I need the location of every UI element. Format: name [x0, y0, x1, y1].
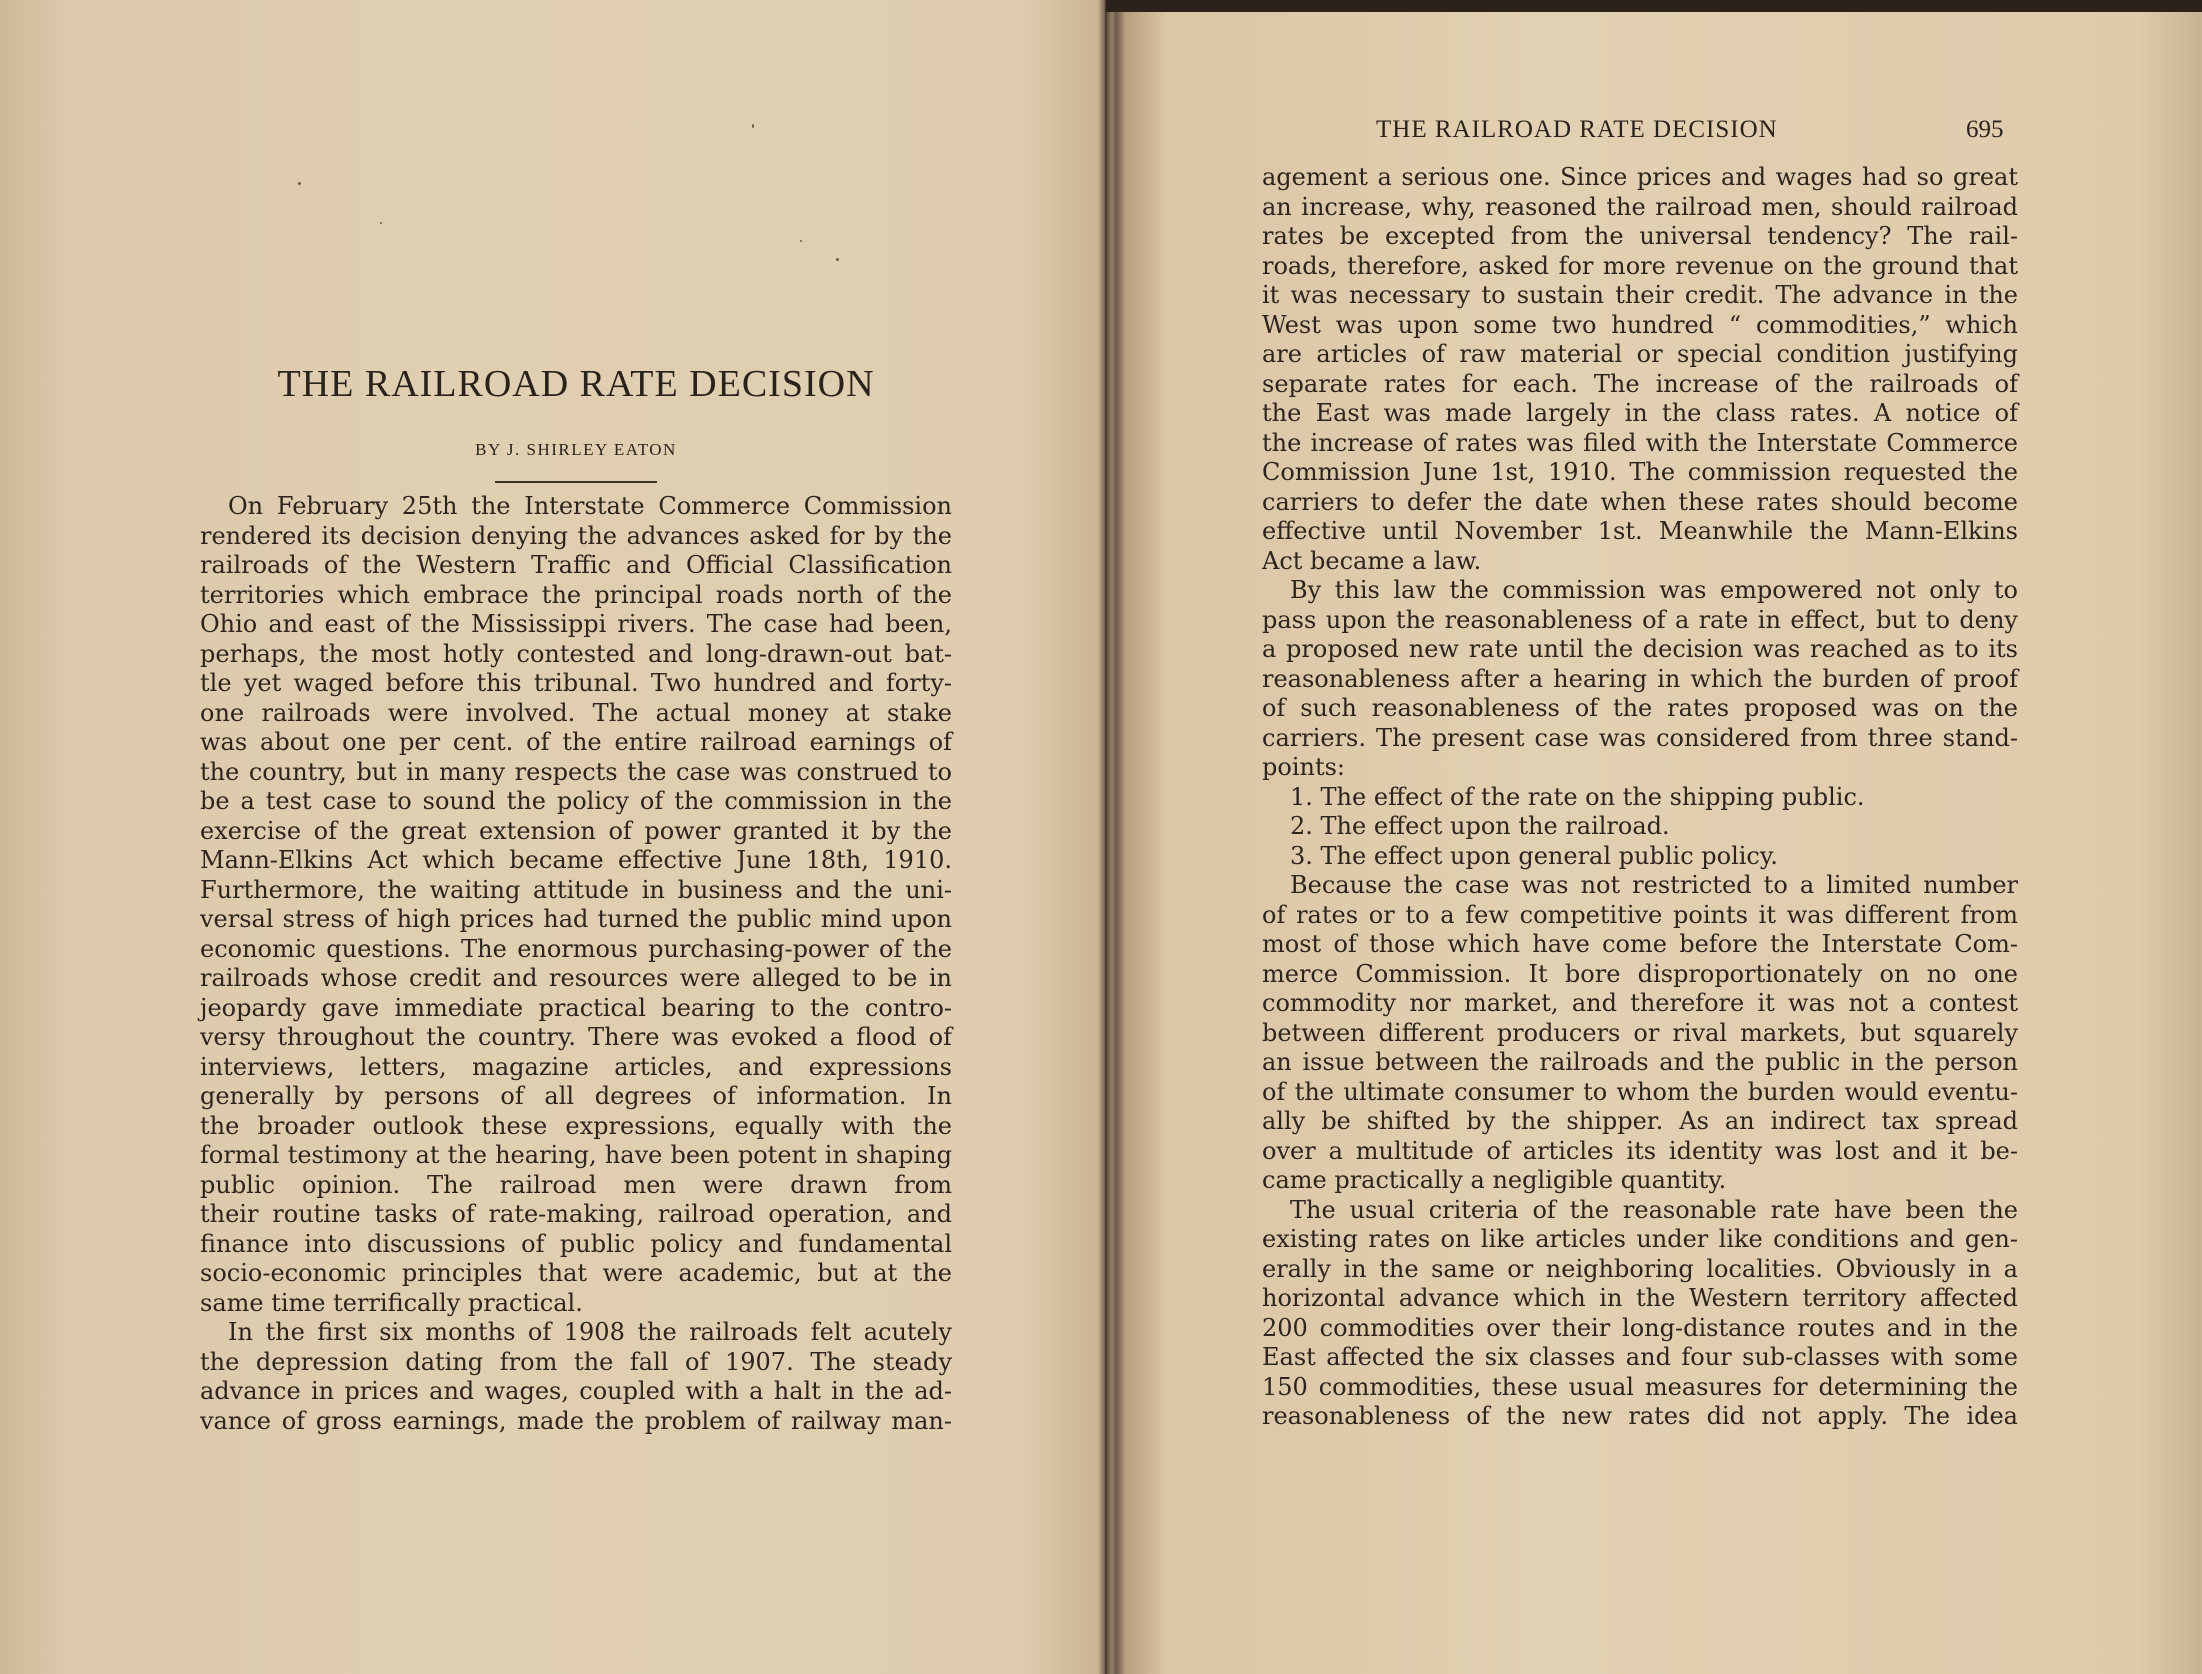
text-line: Furthermore, the waiting attitude in business and the uni- [200, 875, 952, 904]
text-line: erally in the same or neighboring localities. Obviously in a [1262, 1254, 2018, 1283]
book-gutter [1098, 0, 1112, 1674]
page-number: 695 [1966, 116, 2004, 143]
text-line: separate rates for each. The increase of the railroads of [1262, 369, 2018, 398]
article-title: THE RAILROAD RATE DECISION [277, 363, 875, 405]
text-line: socio-economic principles that were academic, but at the [200, 1259, 952, 1287]
text-line: East affected the six classes and four sub-classes with some [1262, 1343, 2018, 1371]
text-line: versy throughout the country. There was evoked a flood of [200, 1023, 952, 1051]
text-line: the increase of rates was filed with the Interstate Commerce [1262, 428, 2018, 457]
text-line: it was necessary to sustain their credit. The advance in the [1262, 281, 2018, 309]
text-line: commodity nor market, and therefore it was not a contest [1262, 989, 2018, 1017]
paper-speck [836, 258, 839, 261]
text-line: rates be excepted from the universal tendency? The rail- [1262, 222, 2018, 250]
paper-speck [380, 222, 382, 224]
text-line: formal testimony at the hearing, have been potent in shaping [200, 1141, 952, 1169]
article-byline: BY J. SHIRLEY EATON [475, 440, 677, 459]
text-line: came practically a negligible quantity. [1262, 1166, 1727, 1194]
text-line: of such reasonableness of the rates proposed was on the [1262, 694, 2018, 722]
paper-speck [752, 124, 754, 128]
text-line: their routine tasks of rate-making, railroad operation, and [200, 1200, 952, 1228]
text-line: railroads whose credit and resources were alleged to be in [200, 964, 952, 992]
text-line: ally be shifted by the shipper. As an indirect tax spread [1262, 1107, 2018, 1135]
right-page-body [1262, 163, 2018, 1432]
text-line: same time terrifically practical. [200, 1288, 583, 1317]
text-line: On February 25th the Interstate Commerce Commission [228, 492, 952, 520]
list-item: 3. The effect upon general public policy. [1290, 841, 1778, 870]
text-line: advance in prices and wages, coupled with a halt in the ad- [200, 1377, 952, 1405]
text-line: interviews, letters, magazine articles, and expressions [200, 1052, 952, 1081]
text-line: jeopardy gave immediate practical bearing to the contro- [200, 993, 952, 1022]
text-line: of rates or to a few competitive points it was different from [1262, 900, 2018, 929]
paper-speck [298, 182, 301, 185]
text-line: exercise of the great extension of power granted it by the [200, 816, 952, 845]
text-line: over a multitude of articles its identity was lost and it be- [1262, 1136, 2018, 1165]
text-line: West was upon some two hundred “ commodities,” which [1262, 310, 2018, 339]
paper-speck [800, 240, 802, 242]
text-line: By this law the commission was empowered not only to [1290, 576, 2018, 604]
text-line: perhaps, the most hotly contested and long-drawn-out bat- [200, 639, 952, 668]
text-line: rendered its decision denying the advances asked for by the [200, 521, 952, 550]
text-line: most of those which have come before the Interstate Com- [1262, 930, 2018, 958]
left-page-body [200, 492, 952, 1436]
text-line: In the first six months of 1908 the railroads felt acutely [228, 1318, 952, 1346]
text-line: 200 commodities over their long-distance routes and in the [1262, 1313, 2018, 1342]
text-line: 150 commodities, these usual measures for determining the [1262, 1372, 2018, 1401]
text-line: was about one per cent. of the entire railroad earnings of [200, 728, 952, 756]
text-line: an increase, why, reasoned the railroad men, should railroad [1262, 192, 2018, 221]
text-line: economic questions. The enormous purchasing-power of the [200, 934, 952, 963]
text-line: an issue between the railroads and the public in the person [1262, 1048, 2018, 1076]
list-item: 1. The effect of the rate on the shipping public. [1290, 782, 1865, 811]
text-line: between different producers or rival markets, but squarely [1262, 1018, 2018, 1047]
text-line: the East was made largely in the class rates. A notice of [1262, 399, 2018, 427]
text-line: be a test case to sound the policy of the commission in the [200, 787, 952, 815]
text-line: carriers to defer the date when these rates should become [1262, 487, 2018, 516]
text-line: points: [1262, 753, 1345, 781]
running-head: THE RAILROAD RATE DECISION [1376, 116, 1778, 143]
text-line: reasonableness of the new rates did not apply. The idea [1262, 1402, 2018, 1430]
text-line: generally by persons of all degrees of information. In [200, 1082, 952, 1110]
list-item: 2. The effect upon the railroad. [1290, 812, 1670, 840]
text-line: roads, therefore, asked for more revenue on the ground that [1262, 251, 2018, 280]
text-line: the broader outlook these expressions, equally with the [200, 1111, 952, 1140]
text-line: Commission June 1st, 1910. The commission requested the [1262, 458, 2018, 486]
text-line: one railroads were involved. The actual money at stake [200, 698, 952, 727]
text-line: vance of gross earnings, made the problem of railway man- [200, 1406, 952, 1435]
title-rule [495, 481, 657, 483]
text-line: the country, but in many respects the case was construed to [200, 757, 952, 786]
text-line: finance into discussions of public policy and fundamental [200, 1229, 952, 1258]
text-line: territories which embrace the principal roads north of the [200, 580, 952, 609]
text-line: Mann-Elkins Act which became effective June 18th, 1910. [200, 846, 952, 874]
text-line: pass upon the reasonableness of a rate in effect, but to deny [1262, 605, 2018, 634]
text-line: a proposed new rate until the decision was reached as to its [1262, 635, 2018, 663]
text-line: existing rates on like articles under like conditions and gen- [1262, 1225, 2018, 1253]
text-line: effective until November 1st. Meanwhile the Mann-Elkins [1262, 517, 2018, 545]
text-line: public opinion. The railroad men were drawn from [200, 1170, 952, 1199]
text-line: Ohio and east of the Mississippi rivers. The case had been, [200, 610, 952, 638]
text-line: the depression dating from the fall of 1907. The steady [200, 1347, 952, 1376]
text-line: of the ultimate consumer to whom the burden would eventu- [1262, 1077, 2018, 1106]
text-line: The usual criteria of the reasonable rate have been the [1290, 1195, 2018, 1224]
text-line: merce Commission. It bore disproportionately on no one [1262, 959, 2018, 988]
text-line: are articles of raw material or special condition justifying [1262, 340, 2018, 368]
scan-edge [1106, 0, 2202, 12]
text-line: horizontal advance which in the Western territory affected [1262, 1284, 2018, 1312]
text-line: Because the case was not restricted to a limited number [1290, 871, 2018, 899]
text-line: reasonableness after a hearing in which the burden of proof [1262, 664, 2018, 693]
text-line: carriers. The present case was considered from three stand- [1262, 723, 2018, 752]
text-line: Act became a law. [1262, 546, 1482, 575]
text-line: railroads of the Western Traffic and Official Classification [200, 551, 952, 579]
text-line: agement a serious one. Since prices and wages had so great [1262, 163, 2018, 191]
text-line: versal stress of high prices had turned the public mind upon [200, 905, 952, 933]
text-line: tle yet waged before this tribunal. Two hundred and forty- [200, 669, 952, 697]
